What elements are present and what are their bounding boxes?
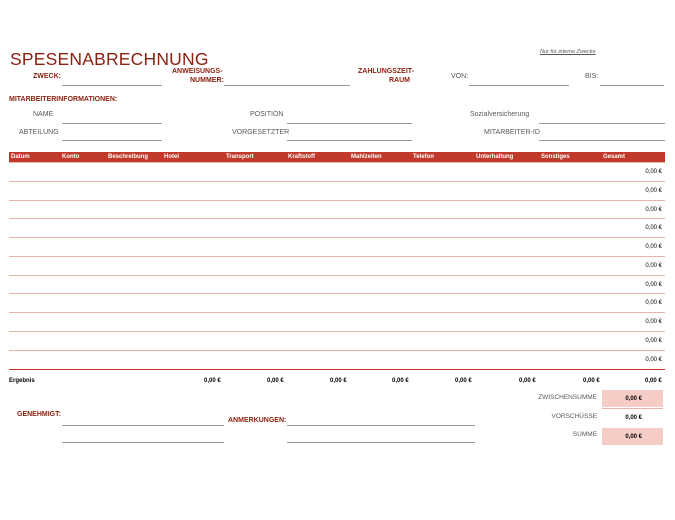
department-label: ABTEILUNG <box>19 129 59 136</box>
row-total: 0,00 € <box>645 282 662 288</box>
column-header-datum: Datum <box>11 153 30 160</box>
approved-label: GENEHMIGT: <box>17 411 61 418</box>
sum-box <box>602 428 663 445</box>
result-unterhaltung: 0,00 € <box>519 378 536 384</box>
column-header-beschreibung: Beschreibung <box>108 153 149 160</box>
table-row[interactable] <box>9 237 665 256</box>
row-total: 0,00 € <box>645 225 662 231</box>
position-field[interactable] <box>287 123 412 124</box>
remarks-label: ANMERKUNGEN: <box>228 417 287 424</box>
column-header-transport: Transport <box>226 153 254 160</box>
column-header-konto: Konto <box>62 153 80 160</box>
subtotal-value: 0,00 € <box>625 396 642 402</box>
result-mahlzeiten: 0,00 € <box>392 378 409 384</box>
anweisung-label-line1: ANWEISUNGS- <box>172 68 223 75</box>
internal-use-note: Nur für interne Zwecke <box>540 49 596 55</box>
approved-field-line1[interactable] <box>62 425 224 426</box>
anweisung-field[interactable] <box>224 85 350 86</box>
table-bottom-rule <box>9 369 665 370</box>
bis-field[interactable] <box>600 85 664 86</box>
employee-id-field[interactable] <box>539 140 665 141</box>
table-row[interactable] <box>9 181 665 200</box>
table-row[interactable] <box>9 275 665 294</box>
row-total: 0,00 € <box>645 357 662 363</box>
row-total: 0,00 € <box>645 169 662 175</box>
employee-section-title: MITARBEITERINFORMATIONEN: <box>9 96 118 103</box>
anweisung-label-line2: NUMMER: <box>190 77 224 84</box>
table-row[interactable] <box>9 312 665 331</box>
column-header-gesamt: Gesamt <box>603 153 626 160</box>
remarks-field-line2[interactable] <box>287 442 475 443</box>
advance-value: 0,00 € <box>625 415 642 421</box>
zweck-field[interactable] <box>62 85 162 86</box>
subtotal-box <box>602 390 663 407</box>
result-gesamt: 0,00 € <box>645 378 662 384</box>
table-row[interactable] <box>9 331 665 350</box>
zahlung-label-line1: ZAHLUNGSZEIT- <box>358 68 414 75</box>
result-kraftstoff: 0,00 € <box>330 378 347 384</box>
advance-box[interactable] <box>602 409 663 426</box>
von-field[interactable] <box>469 85 569 86</box>
column-header-telefon: Telefon <box>413 153 434 160</box>
column-header-unterhaltung: Unterhaltung <box>476 153 514 160</box>
manager-field[interactable] <box>287 140 412 141</box>
page-title: SPESENABRECHNUNG <box>10 49 209 69</box>
row-total: 0,00 € <box>645 188 662 194</box>
expense-table-header <box>9 152 665 162</box>
sum-label: SUMME <box>572 431 597 438</box>
column-header-mahlzeiten: Mahlzeiten <box>351 153 382 160</box>
approved-field-line2[interactable] <box>62 442 224 443</box>
table-row[interactable] <box>9 256 665 275</box>
row-total: 0,00 € <box>645 300 662 306</box>
row-total: 0,00 € <box>645 338 662 344</box>
table-row[interactable] <box>9 350 665 369</box>
ssn-label: Sozialversicherung <box>470 111 530 118</box>
row-total: 0,00 € <box>645 244 662 250</box>
sum-value: 0,00 € <box>625 434 642 440</box>
column-header-kraftstoff: Kraftstoff <box>288 153 315 160</box>
column-header-sonstiges: Sonstiges <box>541 153 570 160</box>
von-label: VON: <box>451 73 469 80</box>
manager-label: VORGESETZTER <box>232 129 290 136</box>
result-sonstiges: 0,00 € <box>583 378 600 384</box>
table-row[interactable] <box>9 218 665 237</box>
ssn-field[interactable] <box>539 123 665 124</box>
zweck-label: ZWECK: <box>33 73 61 80</box>
department-field[interactable] <box>62 140 162 141</box>
subtotal-label: ZWISCHENSUMME <box>538 394 597 401</box>
remarks-field-line1[interactable] <box>287 425 475 426</box>
position-label: POSITION <box>250 111 284 118</box>
table-row[interactable] <box>9 293 665 312</box>
column-header-hotel: Hotel <box>164 153 179 160</box>
row-total: 0,00 € <box>645 319 662 325</box>
table-row[interactable] <box>9 162 665 181</box>
result-transport: 0,00 € <box>267 378 284 384</box>
result-hotel: 0,00 € <box>204 378 221 384</box>
table-row[interactable] <box>9 200 665 219</box>
employee-id-label: MITARBEITER-ID <box>484 129 540 136</box>
bis-label: BIS: <box>585 73 599 80</box>
result-label: Ergebnis <box>9 378 35 384</box>
advance-label: VORSCHÜSSE <box>551 413 597 420</box>
name-field[interactable] <box>62 123 162 124</box>
row-total: 0,00 € <box>645 207 662 213</box>
zahlung-label-line2: RAUM <box>389 77 410 84</box>
name-label: NAME <box>33 111 54 118</box>
row-total: 0,00 € <box>645 263 662 269</box>
result-telefon: 0,00 € <box>455 378 472 384</box>
